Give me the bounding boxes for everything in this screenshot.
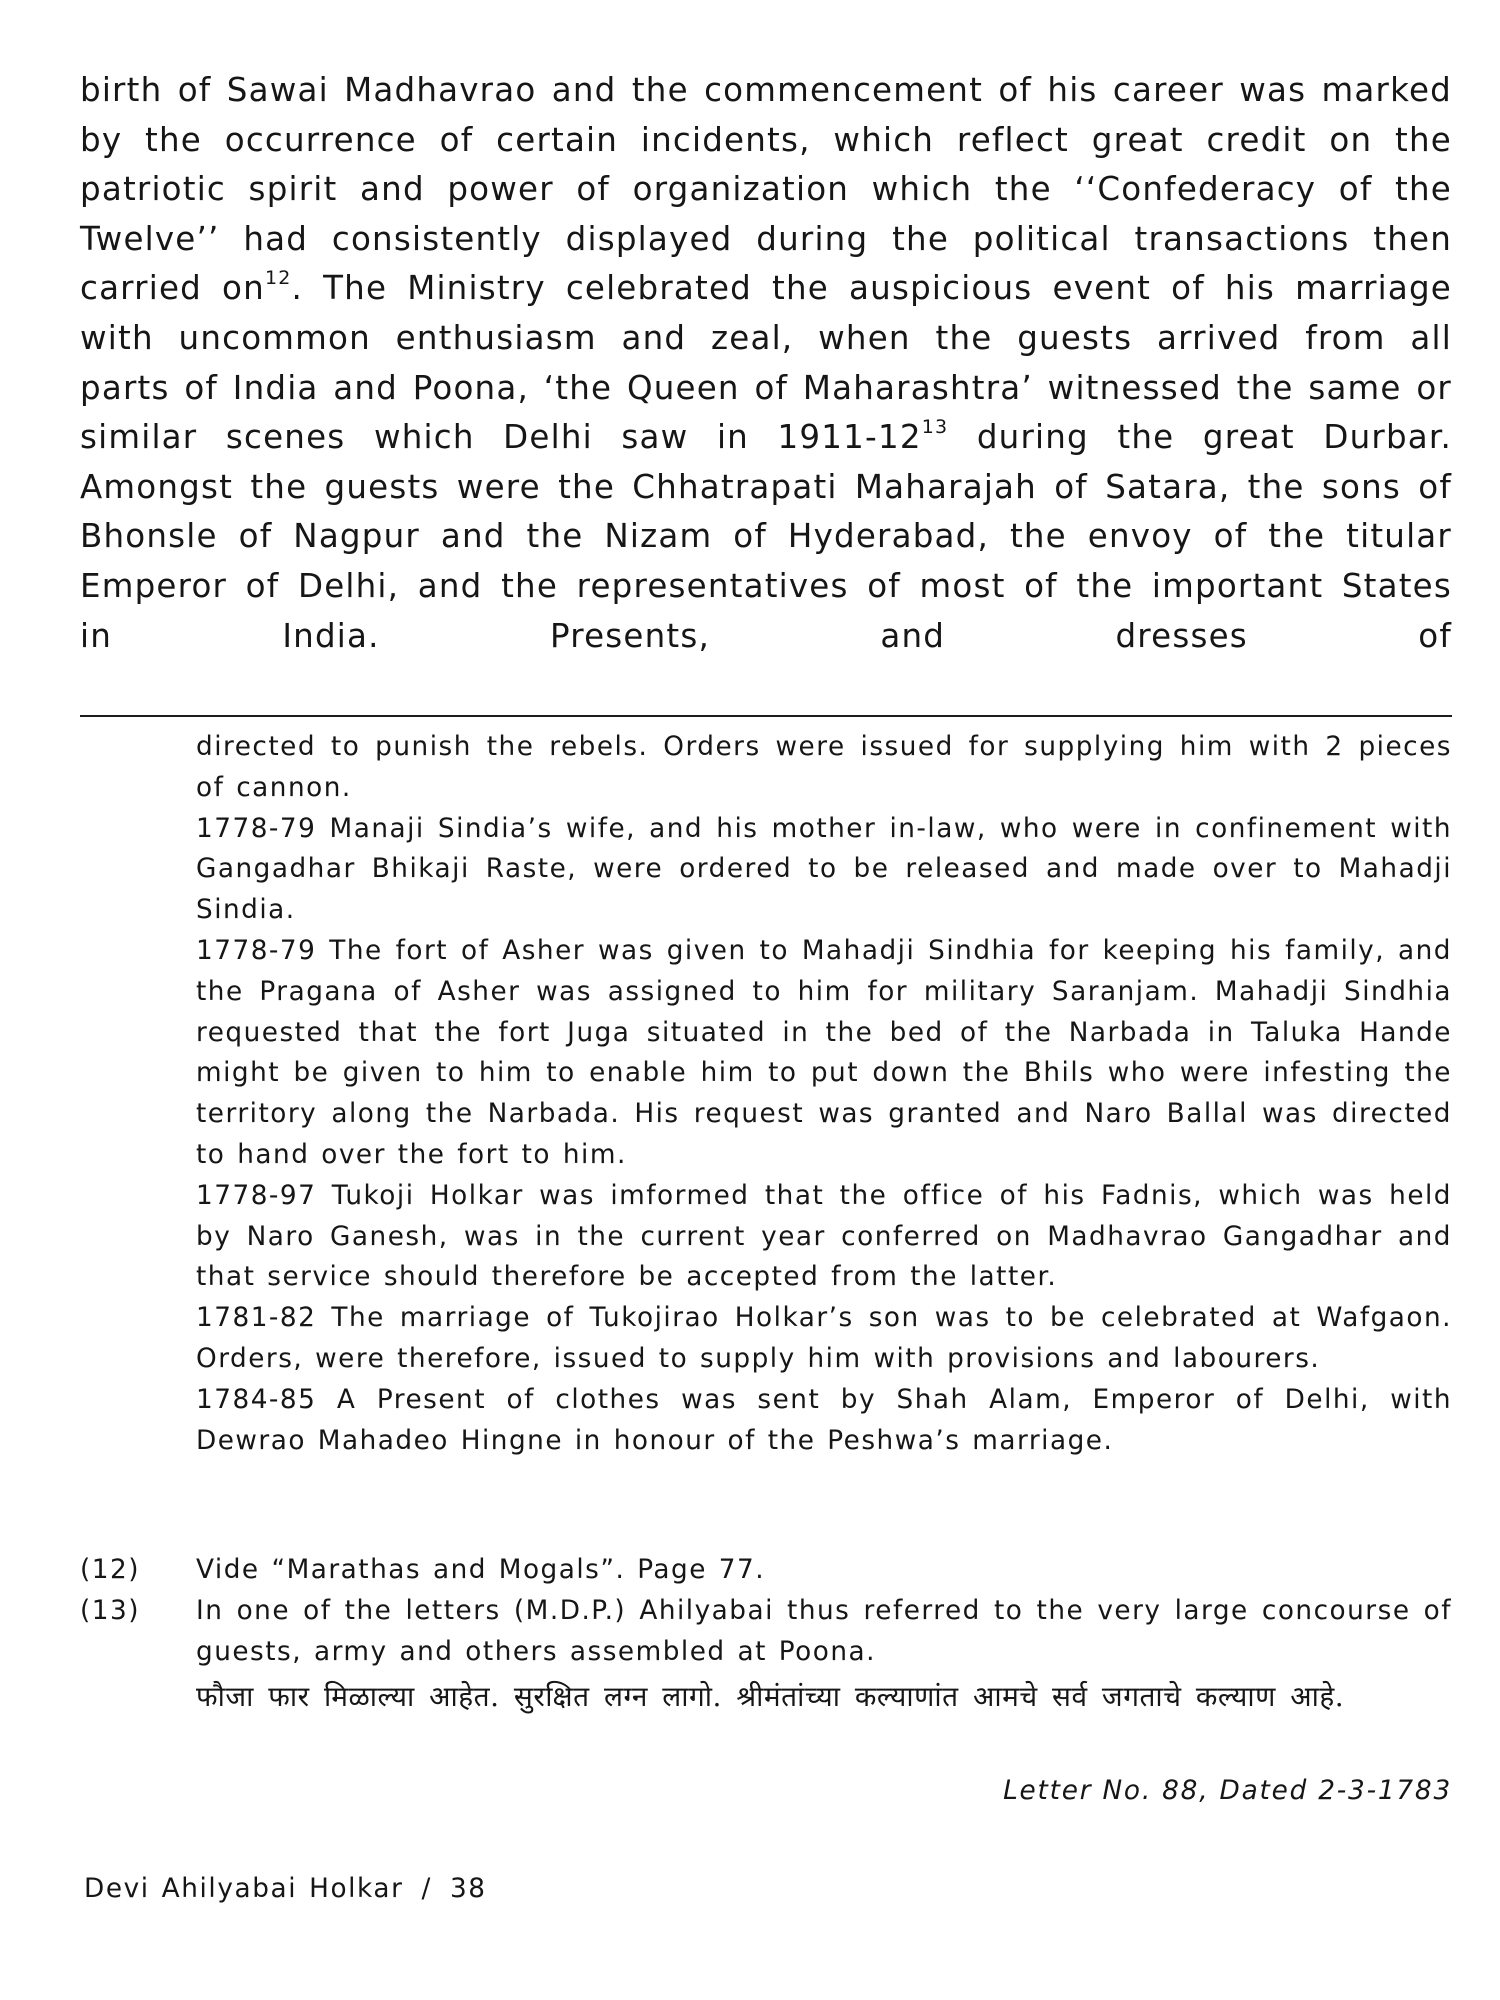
footnote-ref-12: 12: [264, 267, 292, 290]
note-entry: 1781-82 The marriage of Tukojirao Holkar’s son was to be celebrated at Wafgaon. Orders, were therefore, issued to supply him with provisions and labourers.: [196, 1303, 1452, 1374]
letter-citation: Letter No. 88, Dated 2-3-1783: [1003, 1776, 1452, 1806]
footnotes: [80, 1550, 1452, 1721]
footnote-12: [80, 1550, 1452, 1591]
book-title: Devi Ahilyabai Holkar: [84, 1874, 404, 1904]
footnote-ref-13: 13: [921, 416, 949, 439]
footnote-text: In one of the letters (M.D.P.) Ahilyabai thus referred to the very large concourse of guests, army and others assembled at Poona.: [196, 1596, 1452, 1667]
main-text-part-1: birth of Sawai Madhavrao and the commencement of his career was marked by the occurrence of certain incidents, which reflect great credit on the patriotic spirit and power of organization which the ‘‘Confederacy of the Twelve’’ had consistently displayed during the political transactions then carried on: [80, 71, 1452, 308]
footnote-text: Vide “Marathas and Mogals”. Page 77.: [196, 1555, 766, 1585]
marathi-quote: फौजा फार मिळाल्या आहेत. सुरक्षित लग्न लागो. श्रीमंतांच्या कल्याणांत आमचे सर्व जगताचे कल्याण आहे.: [196, 1680, 1345, 1713]
main-text-part-2: . The Ministry celebrated the auspicious event of his marriage with uncommon enthusiasm and zeal, when the guests arrived from all parts of India and Poona, ‘the Queen of Maharashtra’ witnessed the same or similar scenes which Delhi saw in 1911-12: [80, 269, 1453, 457]
footnote-number: (12): [80, 1555, 140, 1585]
note-entry: 1784-85 A Present of clothes was sent by Shah Alam, Emperor of Delhi, with Dewrao Mahadeo Hingne in honour of the Peshwa’s marriage.: [196, 1384, 1452, 1456]
main-paragraph: [80, 66, 1452, 661]
footnote-13: [80, 1591, 1452, 1673]
footer-separator: /: [421, 1874, 432, 1904]
note-entry: 1778-97 Tukoji Holkar was imformed that the office of his Fadnis, which was held by Naro Ganesh, was in the current year conferred on Madhavrao Gangadhar and that service should therefore be accepted from the latter.: [196, 1180, 1452, 1293]
note-entry: 1778-79 The fort of Asher was given to Mahadji Sindhia for keeping his family, and the Pragana of Asher was assigned to him for military Saranjam. Mahadji Sindhia requested that the fort Juga situated in the bed of the Narbada in Taluka Hande might be given to him to enable him to put down the Bhils who were infesting the territory along the Narbada. His request was granted and Naro Ballal was directed to hand over the fort to him.: [196, 935, 1452, 1170]
footnote-number: (13): [80, 1596, 140, 1626]
main-text-part-3: during the great Durbar. Amongst the guests were the Chhatrapati Maharajah of Satara, the sons of Bhonsle of Nagpur and the Nizam of Hyderabad, the envoy of the titular Emperor of Delhi, and the representatives of most of the important States in India. Presents, and dresses of: [80, 418, 1453, 655]
note-entry: 1778-79 Manaji Sindia’s wife, and his mother in-law, who were in confinement with Gangadhar Bhikaji Raste, were ordered to be released and made over to Mahadji Sindia.: [196, 813, 1452, 926]
continued-notes: [196, 727, 1452, 1461]
footnote-divider: [80, 715, 1452, 717]
page-number: 38: [449, 1874, 487, 1904]
page-footer: [84, 1874, 487, 1904]
note-entry: directed to punish the rebels. Orders were issued for supplying him with 2 pieces of cannon.: [196, 732, 1452, 803]
